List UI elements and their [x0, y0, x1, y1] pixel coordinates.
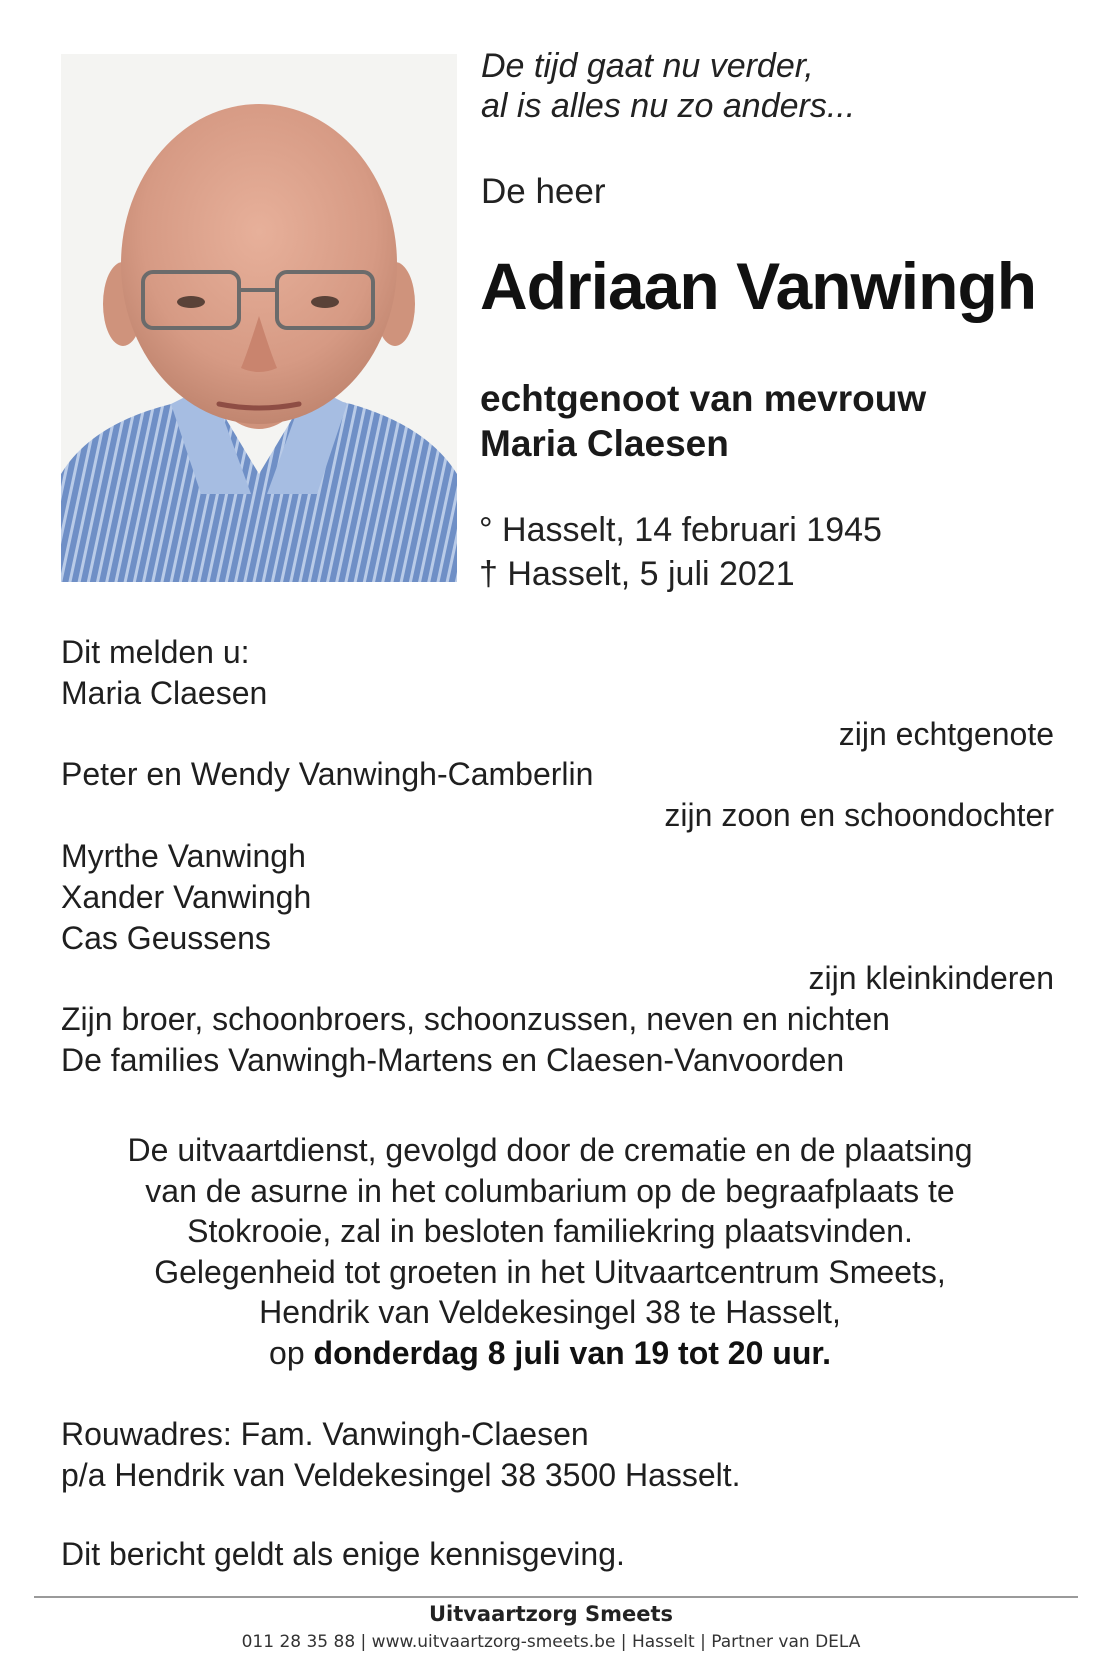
motto-line: De tijd gaat nu verder, [481, 47, 814, 85]
family-relation: zijn zoon en schoondochter [664, 797, 1054, 834]
deceased-name: Adriaan Vanwingh [480, 249, 1037, 323]
family-line: De families Vanwingh-Martens en Claesen-Vanvoorden [61, 1041, 845, 1078]
family-intro: Dit melden u: [61, 634, 250, 670]
visitation-prefix: op [269, 1334, 314, 1371]
notice-text: Dit bericht geldt als enige kennisgeving. [61, 1536, 625, 1572]
family-line: Maria Claesen [61, 674, 268, 711]
family-line: Peter en Wendy Vanwingh-Camberlin [61, 756, 594, 793]
service-line: Hendrik van Veldekesingel 38 te Hasselt, [259, 1294, 841, 1330]
spouse-line-2: Maria Claesen [480, 423, 729, 464]
salutation: De heer [481, 172, 606, 211]
motto-line: al is alles nu zo anders... [481, 87, 856, 125]
life-dates [479, 508, 882, 596]
footer-contact: 011 28 35 88 | www.uitvaartzorg-smeets.be | Hasselt | Partner van DELA [241, 1632, 861, 1652]
service-line: van de asurne in het columbarium op de begraafplaats te [145, 1172, 955, 1209]
death-date: † Hasselt, 5 juli 2021 [479, 555, 795, 593]
service-info [40, 1130, 1060, 1373]
spouse-line-1: echtgenoot van mevrouw [480, 378, 927, 419]
family-relation: zijn echtgenote [838, 715, 1054, 752]
family-line: Cas Geussens [61, 919, 271, 956]
family-line: Myrthe Vanwingh [61, 837, 306, 874]
visitation-time: donderdag 8 juli van 19 tot 20 uur. [313, 1334, 831, 1371]
family-list [61, 632, 1054, 1081]
footer-divider [34, 1596, 1078, 1598]
address-line: p/a Hendrik van Veldekesingel 38 3500 Hasselt. [61, 1457, 741, 1493]
service-line: Gelegenheid tot groeten in het Uitvaartcentrum Smeets, [154, 1253, 946, 1290]
spouse-line [480, 376, 926, 466]
service-line: De uitvaartdienst, gevolgd door de crematie en de plaatsing [127, 1132, 973, 1168]
service-line: Stokrooie, zal in besloten familiekring plaatsvinden. [187, 1213, 913, 1249]
family-line: Zijn broer, schoonbroers, schoonzussen, neven en nichten [61, 1001, 890, 1038]
birth-date: ° Hasselt, 14 februari 1945 [479, 511, 882, 549]
motto [481, 46, 855, 126]
address-line: Rouwadres: Fam. Vanwingh-Claesen [61, 1416, 589, 1452]
visitation-line [40, 1333, 1060, 1374]
portrait-photo [61, 54, 457, 582]
family-line: Xander Vanwingh [61, 878, 312, 915]
family-relation: zijn kleinkinderen [808, 960, 1054, 997]
footer-company: Uitvaartzorg Smeets [428, 1602, 674, 1626]
mourning-address [61, 1414, 741, 1496]
portrait-illustration [61, 54, 457, 582]
